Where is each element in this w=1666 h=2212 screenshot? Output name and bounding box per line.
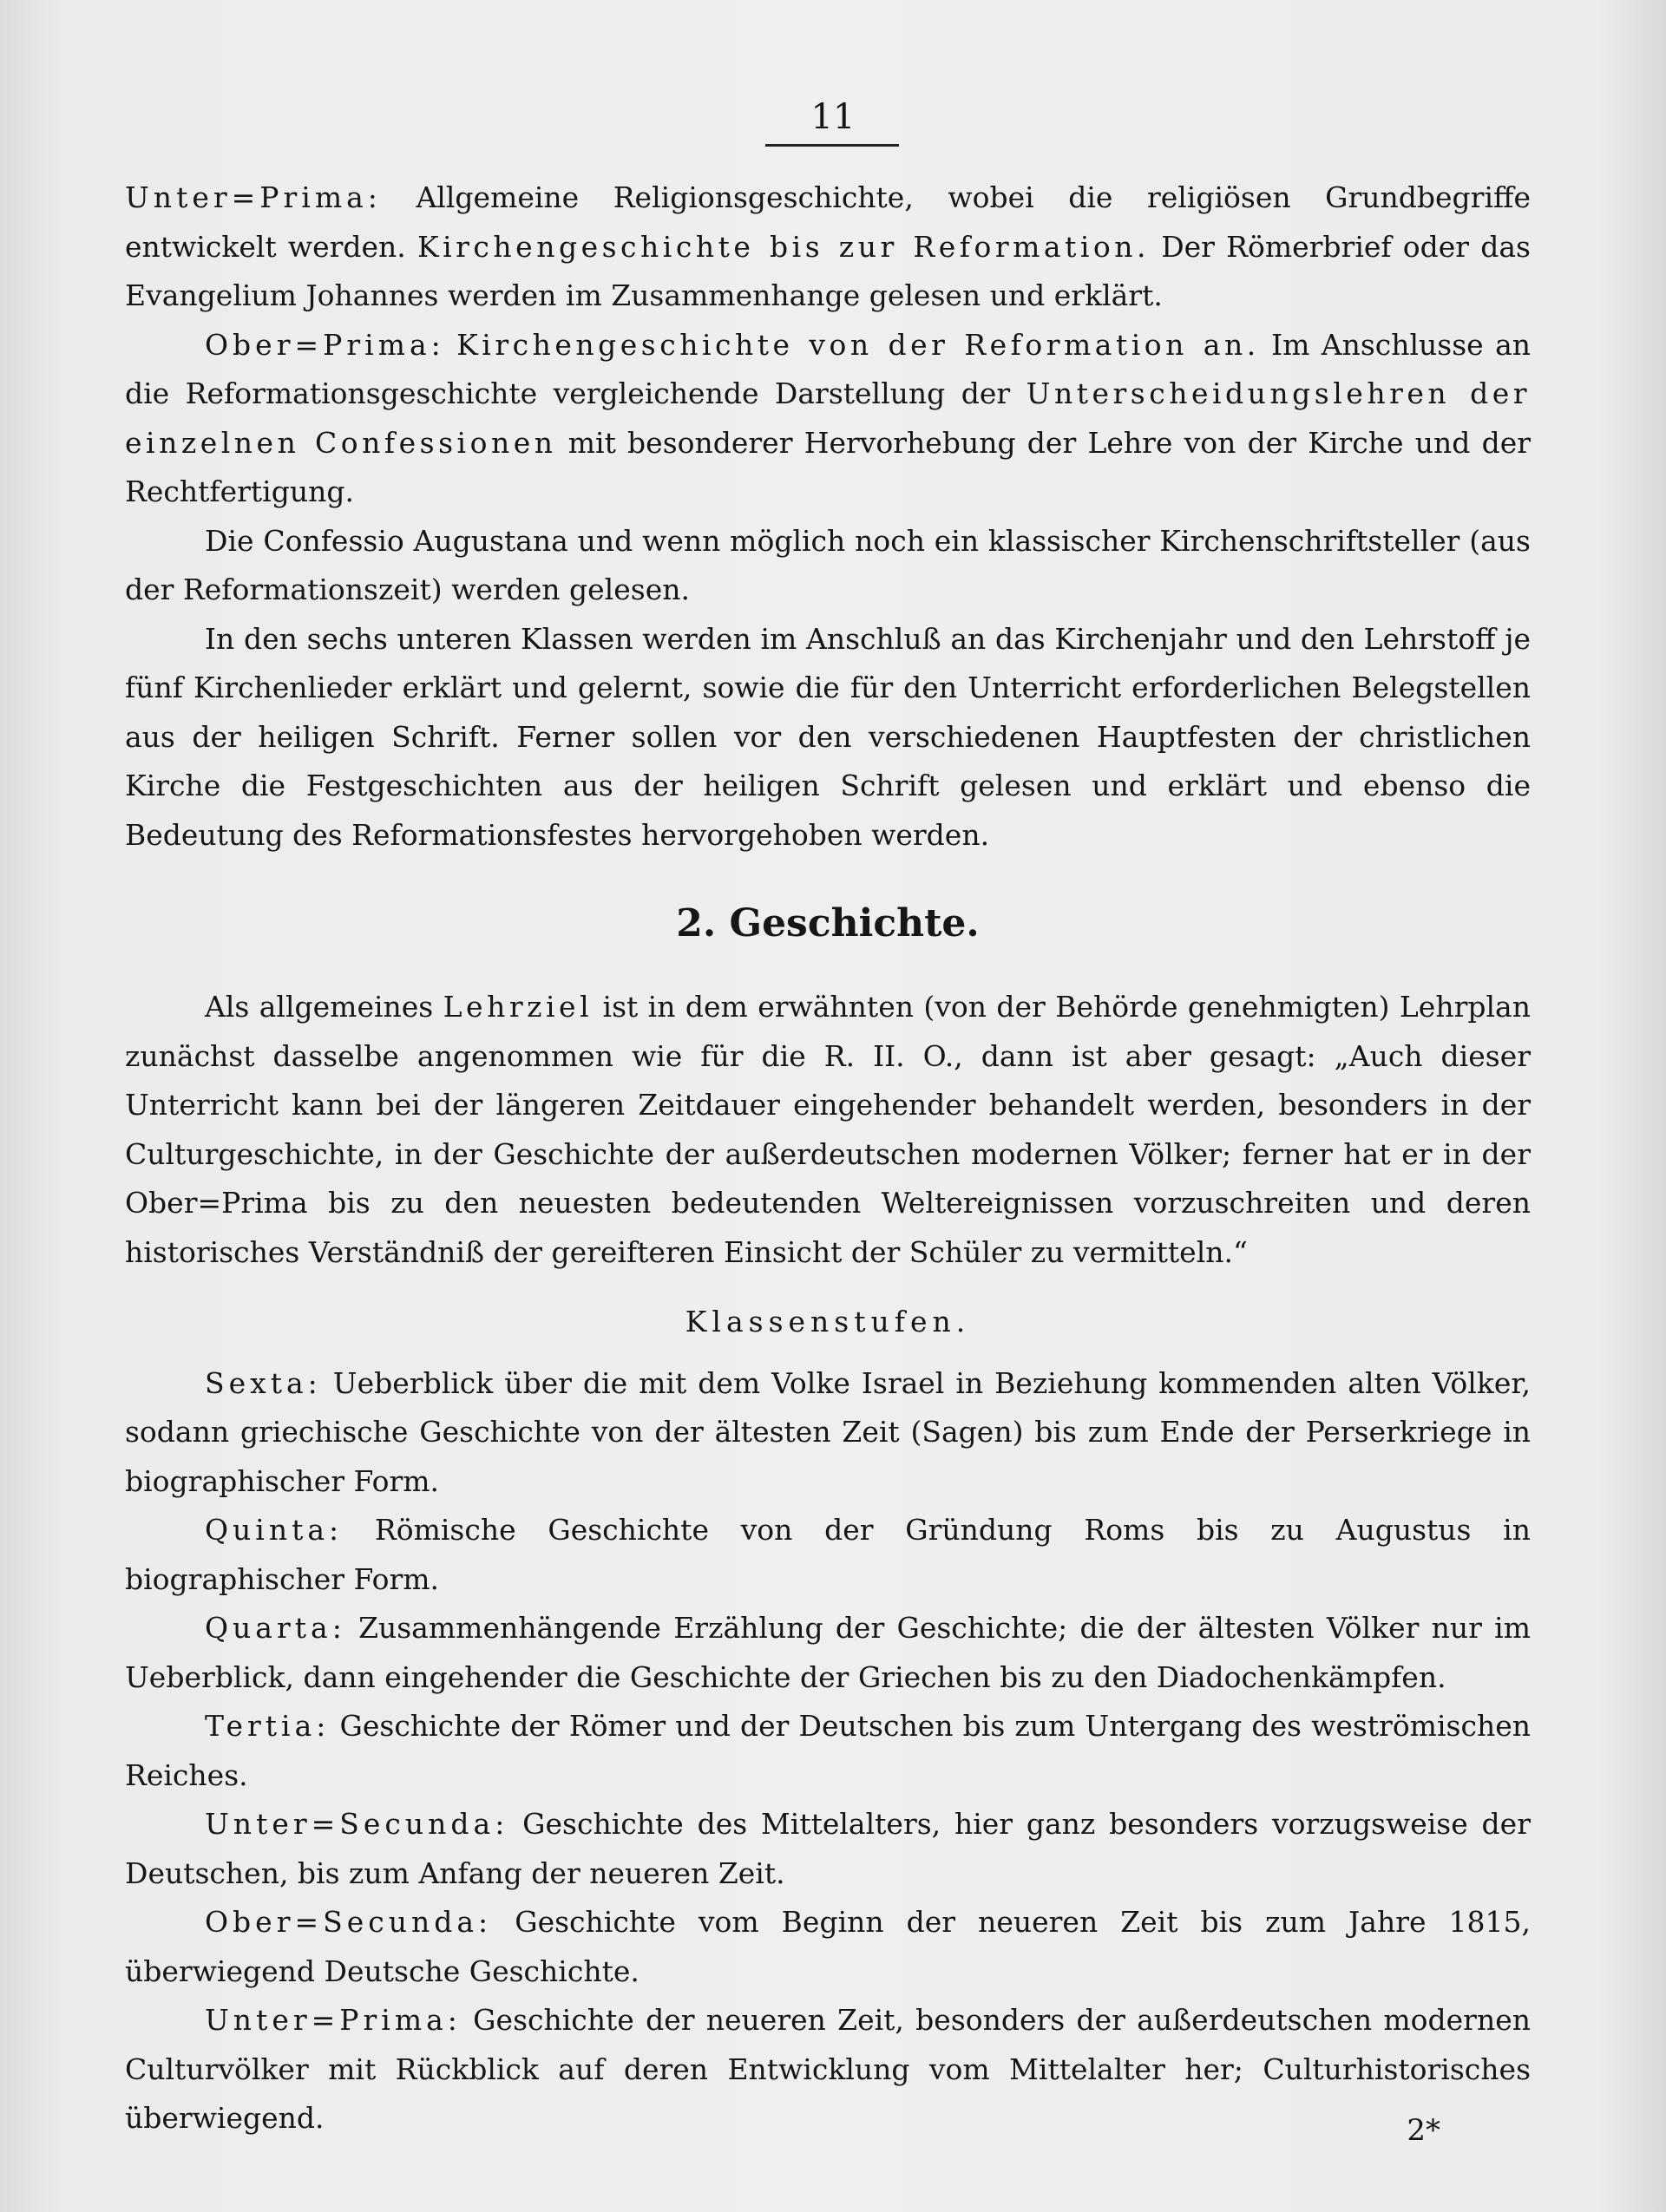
quinta-label: Quinta: — [205, 1513, 344, 1547]
section-heading-geschichte: 2. Geschichte. — [676, 901, 980, 946]
ober-secunda-text: Geschichte vom Beginn der neueren Zeit bis zum Jahre 1815, überwiegend Deutsche Geschichte. — [125, 1905, 1531, 1988]
ober-prima-text-1: Kirchengeschichte von der Reformation an. — [456, 327, 1260, 362]
ober-prima-label: Ober=Prima: — [205, 327, 445, 362]
intro-text-b: ist in dem erwähnten (von der Behörde genehmigten) Lehrplan zunächst dasselbe angenommen wie für die R. II. O., dann ist aber gesagt: „Auch dieser Unterricht kann bei der längeren Zeitdauer eingehender behandelt werden, besonders in der Culturgeschichte, in der Geschichte der außerdeutschen modernen Völker; ferner hat er in der Ober=Prima bis zu den neuesten bedeutenden Weltereignissen vorzuschreiten und deren historisches Verständniß der gereifteren Einsicht der Schüler zu vermitteln.“ — [125, 990, 1531, 1269]
page-number-rule — [765, 144, 899, 147]
tertia-paragraph — [125, 1702, 1531, 1800]
geschichte-unter-prima-paragraph — [125, 1996, 1531, 2143]
quinta-text: Römische Geschichte von der Gründung Roms bis zu Augustus in biographischer Form. — [125, 1513, 1531, 1596]
geschichte-unter-prima-label: Unter=Prima: — [205, 2003, 462, 2037]
unter-secunda-text: Geschichte des Mittelalters, hier ganz besonders vorzugsweise der Deutschen, bis zum Anfang der neueren Zeit. — [125, 1807, 1531, 1890]
unter-prima-label: Unter=Prima: — [125, 180, 382, 214]
page-body — [125, 173, 1531, 2143]
quarta-text: Zusammenhängende Erzählung der Geschichte; die der ältesten Völker nur im Ueberblick, dann eingehender die Geschichte der Griechen bis zu den Diadochenkämpfen. — [125, 1611, 1531, 1694]
unter-prima-text-3: Der Römerbrief oder das Evangelium Johannes werden im Zusammenhange gelesen und erklärt. — [125, 229, 1531, 312]
page-number: 11 — [810, 97, 856, 137]
ober-secunda-paragraph — [125, 1898, 1531, 1996]
intro-text-a: Als allgemeines — [205, 990, 434, 1024]
tertia-label: Tertia: — [205, 1709, 331, 1743]
geschichte-unter-prima-text: Geschichte der neueren Zeit, besonders der außerdeutschen modernen Culturvölker mit Rückblick auf deren Entwicklung vom Mittelalter her; Culturhistorisches überwiegend. — [125, 2003, 1531, 2135]
intro-lehrziel: Lehrziel — [443, 990, 594, 1024]
quarta-paragraph — [125, 1604, 1531, 1702]
unter-secunda-paragraph — [125, 1800, 1531, 1898]
ober-prima-text-3: Unterscheidungslehren der einzelnen Confessionen — [125, 376, 1532, 460]
ober-secunda-label: Ober=Secunda: — [205, 1905, 493, 1939]
sexta-label: Sexta: — [205, 1365, 322, 1400]
tertia-text: Geschichte der Römer und der Deutschen bis zum Untergang des weströmischen Reiches. — [125, 1709, 1531, 1792]
sexta-text: Ueberblick über die mit dem Volke Israel in Beziehung kommenden alten Völker, sodann griechische Geschichte von der ältesten Zeit (Sagen) bis zum Ende der Perserkriege in biographischer Form. — [125, 1365, 1531, 1498]
ober-prima-text-4: mit besonderer Hervorhebung der Lehre von der Kirche und der Rechtfertigung. — [125, 425, 1531, 508]
ober-prima-text-2: Im Anschlusse an die Reformationsgeschichte vergleichende Darstellung der — [125, 327, 1531, 410]
confessio-paragraph: Die Confessio Augustana und wenn möglich noch ein klassischer Kirchenschriftsteller (aus der Reformationszeit) werden gelesen. — [125, 523, 1531, 606]
signature-mark: 2* — [1407, 2113, 1440, 2148]
quarta-label: Quarta: — [205, 1611, 346, 1645]
religion-unter-prima-paragraph — [125, 173, 1531, 321]
unter-secunda-label: Unter=Secunda: — [205, 1807, 509, 1841]
quinta-paragraph — [125, 1506, 1531, 1604]
klassen-paragraph: In den sechs unteren Klassen werden im Anschluß an das Kirchenjahr und den Lehrstoff je fünf Kirchenlieder erklärt und gelernt, sowie die für den Unterricht erforderlichen Belegstellen aus der heiligen Schrift. Ferner sollen vor den verschiedenen Hauptfesten der christlichen Kirche die Festgeschichten aus der heiligen Schrift gelesen und erklärt und ebenso die Bedeutung des Reformationsfestes hervorgehoben werden. — [125, 621, 1531, 852]
sexta-paragraph — [125, 1359, 1531, 1507]
unter-prima-text-1: Allgemeine Religionsgeschichte, wobei die religiösen Grundbegriffe entwickelt werden. — [125, 180, 1531, 264]
religion-ober-prima-paragraph — [125, 321, 1531, 517]
geschichte-intro-paragraph — [125, 983, 1531, 1277]
unter-prima-text-2: Kirchengeschichte bis zur Reformation. — [416, 229, 1151, 264]
subheading-klassenstufen: Klassenstufen. — [685, 1305, 971, 1338]
